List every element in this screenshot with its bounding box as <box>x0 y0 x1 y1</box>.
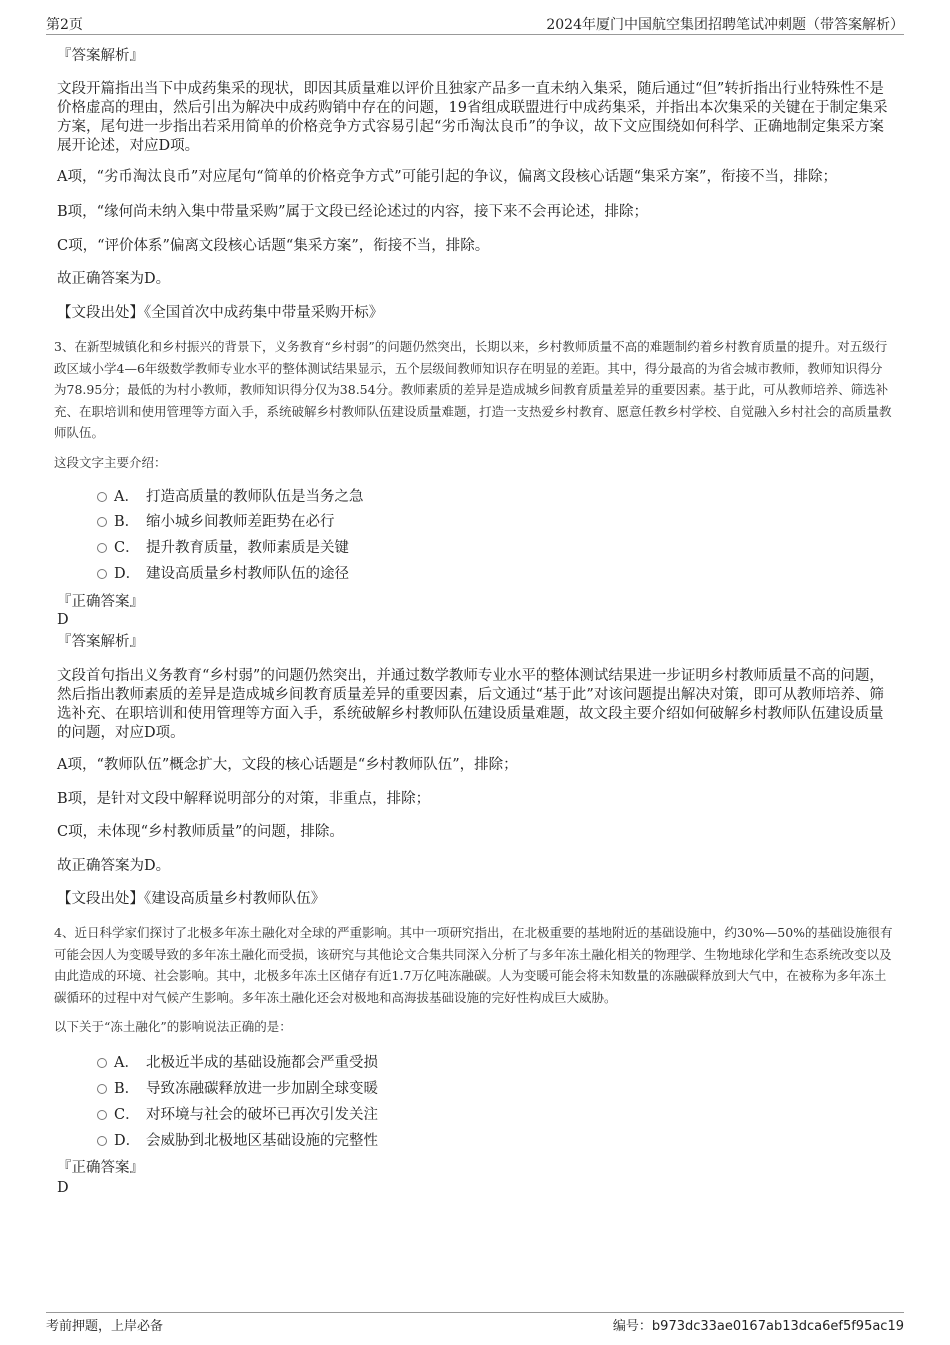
radio-icon[interactable] <box>97 1058 107 1068</box>
code-label: 编号： <box>612 1319 652 1334</box>
page-number: 第2页 <box>46 17 83 33</box>
question-3-option-d[interactable]: D． 建设高质量乡村教师队伍的途径 <box>97 564 349 584</box>
radio-icon[interactable] <box>97 569 107 579</box>
question-3-option-b[interactable]: B． 缩小城乡间教师差距势在必行 <box>97 512 335 532</box>
question-3-option-a[interactable]: A． 打造高质量的教师队伍是当务之急 <box>97 487 364 507</box>
analysis-label: 『答案解析』 <box>57 48 144 64</box>
analysis-option-c: C项，“评价体系”偏离文段核心话题“集采方案”，衔接不当，排除。 <box>57 238 490 254</box>
question-3-stem: 3、在新型城镇化和乡村振兴的背景下，义务教育“乡村弱”的问题仍然突出，长期以来，乡村教师质量不高的难题制约着乡村教育质量的提升。对五级行政区域小学4—6年级数学教师专业水平的整体测试结果显示，五个层级间教师知识存在明显的差距。其中，得分最高的为省会城市教师，教师知识得分为78.95分；最低的为村小教师，教师知识得分仅为38.54分。教师素质的差异是造成城乡间教育质量差异的重要因素。基于此，可从教师培养、筛选补充、在职培训和使用管理等方面入手，系统破解乡村教师队伍建设质量难题，打造一支热爱乡村教育、愿意任教乡村学校、自觉融入乡村社会的高质量教师队伍。 <box>54 339 892 440</box>
page-header <box>46 14 904 35</box>
analysis-option-a: A项，“教师队伍”概念扩大，文段的核心话题是“乡村教师队伍”，排除； <box>57 757 518 773</box>
radio-icon[interactable] <box>97 492 107 502</box>
question-4-option-a[interactable]: A． 北极近半成的基础设施都会严重受损 <box>97 1053 378 1073</box>
radio-icon[interactable] <box>97 1110 107 1120</box>
analysis-text: 文段首句指出义务教育“乡村弱”的问题仍然突出，并通过数学教师专业水平的整体测试结果进一步证明乡村教师质量不高的问题，然后指出教师素质的差异是造成城乡间教育质量差异的重要因素，后文通过“基于此”对该问题提出解决对策，即可从教师培养、筛选补充、在职培训和使用管理等方面入手，系统破解乡村教师队伍建设质量难题，故文段主要介绍如何破解乡村教师队伍建设质量的问题，对应D项。 <box>57 668 884 741</box>
question-4-prompt: 以下关于“冻土融化”的影响说法正确的是： <box>54 1019 292 1034</box>
question-4-option-c[interactable]: C． 对环境与社会的破坏已再次引发关注 <box>97 1105 378 1125</box>
correct-answer-label: 『正确答案』 <box>57 594 144 610</box>
document-code <box>613 1315 904 1334</box>
analysis-text: 文段开篇指出当下中成药集采的现状，即因其质量难以评价且独家产品多一直未纳入集采，随后通过“但”转折指出行业特殊性不是价格虚高的理由，然后引出为解决中成药购销中存在的问题，19省组成联盟进行中成药集采，并指出本次集采的关键在于制定集采方案，尾句进一步指出若采用简单的价格竞争方式容易引起“劣币淘汰良币”的争议，故下文应围绕如何科学、正确地制定集采方案展开论述，对应D项。 <box>57 81 888 154</box>
question-4-stem: 4、近日科学家们探讨了北极多年冻土融化对全球的严重影响。其中一项研究指出，在北极重要的基地附近的基础设施中，约30%—50%的基础设施很有可能会因人为变暖导致的多年冻土融化而受损，该研究与其他论文合集共同深入分析了与多年冻土融化相关的物理学、生物地球化学和生态系统改变以及由此造成的环境、社会影响。其中，北极多年冻土区储存有近1.7万亿吨冻融碳。人为变暖可能会将未知数量的冻融碳释放到大气中，在被称为多年冻土碳循环的过程中对气候产生影响。多年冻土融化还会对极地和高海拔基础设施的完好性构成巨大威胁。 <box>54 925 893 1005</box>
correct-answer: D <box>57 612 69 628</box>
correct-answer-label: 『正确答案』 <box>57 1160 144 1176</box>
question-4-option-d[interactable]: D． 会威胁到北极地区基础设施的完整性 <box>97 1131 378 1151</box>
analysis-conclusion: 故正确答案为D。 <box>57 271 171 287</box>
analysis-option-b: B项，是针对文段中解释说明部分的对策，非重点，排除； <box>57 791 431 807</box>
radio-icon[interactable] <box>97 1084 107 1094</box>
radio-icon[interactable] <box>97 543 107 553</box>
radio-icon[interactable] <box>97 1136 107 1146</box>
passage-source: 【文段出处】《建设高质量乡村教师队伍》 <box>57 891 326 907</box>
question-3-prompt: 这段文字主要介绍： <box>54 455 167 470</box>
question-3-option-c[interactable]: C． 提升教育质量，教师素质是关键 <box>97 538 349 558</box>
footer-slogan: 考前押题，上岸必备 <box>46 1319 164 1334</box>
analysis-label: 『答案解析』 <box>57 634 144 650</box>
passage-source: 【文段出处】《全国首次中成药集中带量采购开标》 <box>57 305 384 321</box>
analysis-conclusion: 故正确答案为D。 <box>57 858 171 874</box>
page-footer <box>46 1312 904 1334</box>
analysis-option-c: C项，未体现“乡村教师质量”的问题，排除。 <box>57 824 344 840</box>
radio-icon[interactable] <box>97 517 107 527</box>
code-value: b973dc33ae0167ab13dca6ef5f95ac19 <box>651 1319 904 1334</box>
document-title: 2024年厦门中国航空集团招聘笔试冲刺题（带答案解析） <box>546 17 904 33</box>
question-4-option-b[interactable]: B． 导致冻融碳释放进一步加剧全球变暖 <box>97 1079 378 1099</box>
analysis-option-a: A项，“劣币淘汰良币”对应尾句“简单的价格竞争方式”可能引起的争议，偏离文段核心话题“集采方案”，衔接不当，排除； <box>57 169 837 185</box>
analysis-option-b: B项，“缘何尚未纳入集中带量采购”属于文段已经论述过的内容，接下来不会再论述，排除； <box>57 204 648 220</box>
correct-answer: D <box>57 1180 69 1196</box>
